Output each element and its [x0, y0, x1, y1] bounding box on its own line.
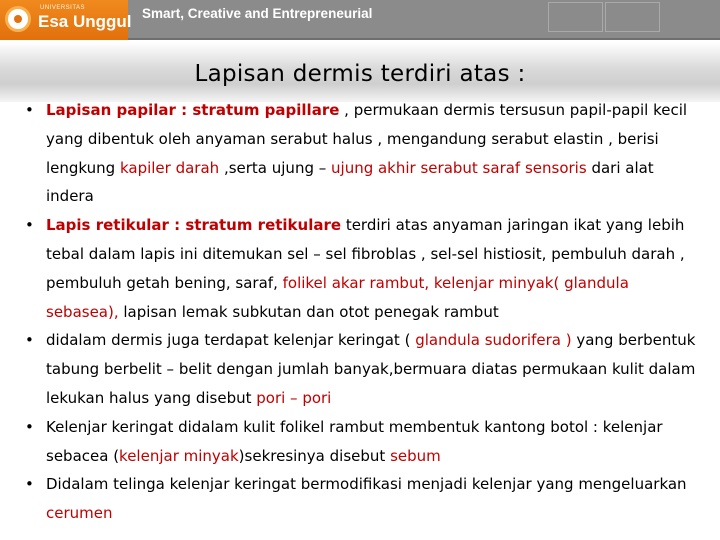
bullet-item — [22, 413, 702, 471]
highlight-text: cerumen — [46, 504, 113, 523]
bullet-item — [22, 211, 702, 326]
logo-emblem-icon — [5, 6, 31, 32]
highlight-text: kelenjar minyak — [119, 446, 239, 465]
logo-text: Esa Unggul — [38, 12, 132, 31]
tagline: Smart, Creative and Entrepreneurial — [142, 6, 373, 21]
bullet-text: Kelenjar keringat didalam kulit folikel rambut membentuk kantong botol : kelenjar sebacea ( — [46, 417, 663, 465]
university-logo — [0, 0, 132, 40]
highlight-text: sebum — [390, 446, 441, 465]
highlight-text: pori – pori — [256, 388, 332, 407]
bullet-term: Lapis retikular : stratum retikulare — [46, 216, 342, 235]
bullet-item — [22, 470, 702, 528]
bullet-item — [22, 96, 702, 211]
header-decoration-box — [548, 2, 603, 32]
bullet-text: lapisan lemak subkutan dan otot penegak rambut — [118, 302, 499, 321]
bullet-list — [22, 96, 702, 528]
bullet-text: ,serta ujung – — [219, 158, 332, 177]
bullet-text: , permukaan dermis tersusun papil-papil kecil yang dibentuk oleh anyaman serabut halus , mengandung serabut elastin , berisi lengkung — [46, 101, 688, 177]
bullet-text: Didalam telinga kelenjar keringat bermodifikasi menjadi kelenjar yang mengeluarkan — [46, 475, 687, 494]
header-bar — [0, 0, 720, 40]
highlight-text: glandula sudorifera ) — [415, 331, 572, 350]
bullet-text: terdiri atas anyaman jaringan ikat yang lebih tebal dalam lapis ini ditemukan sel – sel fibroblas , sel-sel histiosit, pembuluh darah , pembuluh getah bening, saraf, — [46, 216, 685, 292]
bullet-item — [22, 326, 702, 412]
bullet-text: yang berbentuk tabung berbelit – belit dengan jumlah banyak,bermuara diatas permukaan kulit dalam lekukan halus yang disebut — [46, 331, 696, 407]
highlight-text: kapiler darah — [119, 158, 220, 177]
bullet-text: didalam dermis juga terdapat kelenjar keringat ( — [46, 331, 416, 350]
logo-small-text: UNIVERSITAS — [40, 5, 86, 11]
slide-title: Lapisan dermis terdiri atas : — [194, 61, 526, 87]
bullet-text: dari alat indera — [46, 158, 654, 206]
bullet-term: Lapisan papilar : stratum papillare — [46, 101, 340, 119]
header-decoration-box — [605, 2, 660, 32]
highlight-text: folikel akar rambut, kelenjar minyak( glandula sebasea), — [46, 273, 629, 321]
bullet-text: )sekresinya disebut — [238, 446, 391, 465]
highlight-text: ujung akhir serabut saraf sensoris — [331, 158, 587, 177]
